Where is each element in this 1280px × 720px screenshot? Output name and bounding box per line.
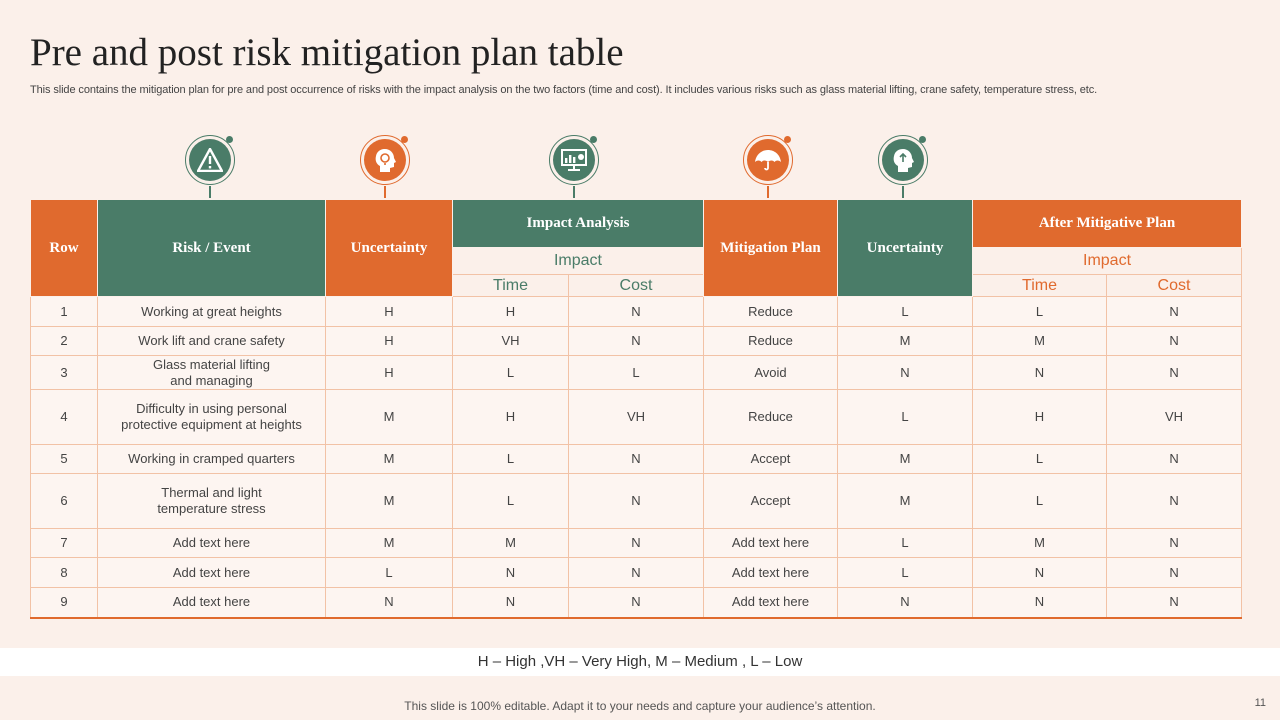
cell-time-post: N — [973, 588, 1107, 618]
cell-cost-post: N — [1107, 356, 1242, 390]
cell-cost-post: N — [1107, 445, 1242, 474]
cell-cost-post: VH — [1107, 390, 1242, 445]
header-after-mitigative-plan: After Mitigative Plan — [973, 200, 1242, 248]
cell-uncertainty-post: L — [838, 529, 973, 558]
umbrella-icon-badge — [741, 133, 799, 200]
cell-cost-post: N — [1107, 529, 1242, 558]
table-row — [31, 390, 1242, 445]
cell-risk-event: Add text here — [98, 529, 326, 558]
cell-uncertainty-post: M — [838, 474, 973, 529]
head-idea-icon-badge — [876, 133, 934, 200]
cell-row-number: 5 — [31, 445, 98, 474]
cell-row-number: 7 — [31, 529, 98, 558]
cell-cost-pre: N — [569, 529, 704, 558]
cell-time-post: L — [973, 445, 1107, 474]
header-cost-post: Cost — [1107, 275, 1242, 297]
cell-uncertainty-pre: H — [326, 327, 453, 356]
cell-uncertainty-pre: L — [326, 558, 453, 588]
cell-mitigation-plan: Accept — [704, 445, 838, 474]
cell-risk-event: Thermal and light temperature stress — [98, 474, 326, 529]
cell-mitigation-plan: Reduce — [704, 327, 838, 356]
header-impact-post: Impact — [973, 248, 1242, 275]
table-row — [31, 558, 1242, 588]
legend: H – High ,VH – Very High, M – Medium , L – Low — [0, 648, 1280, 676]
table-row — [31, 297, 1242, 327]
cell-row-number: 9 — [31, 588, 98, 618]
cell-risk-event: Difficulty in using personal protective equipment at heights — [98, 390, 326, 445]
cell-uncertainty-post: L — [838, 390, 973, 445]
cell-time-pre: M — [453, 529, 569, 558]
cell-cost-pre: N — [569, 474, 704, 529]
cell-uncertainty-pre: H — [326, 297, 453, 327]
table-row — [31, 588, 1242, 618]
header-impact-pre: Impact — [453, 248, 704, 275]
header-time-pre: Time — [453, 275, 569, 297]
head-question-icon — [372, 147, 398, 173]
cell-time-post: N — [973, 356, 1107, 390]
cell-mitigation-plan: Reduce — [704, 390, 838, 445]
cell-uncertainty-pre: M — [326, 529, 453, 558]
footer-note: This slide is 100% editable. Adapt it to your needs and capture your audience’s attention. — [404, 699, 876, 713]
cell-risk-event: Add text here — [98, 558, 326, 588]
table-row — [31, 529, 1242, 558]
cell-cost-pre: L — [569, 356, 704, 390]
cell-risk-event: Glass material lifting and managing — [98, 356, 326, 390]
cell-mitigation-plan: Avoid — [704, 356, 838, 390]
cell-uncertainty-pre: M — [326, 474, 453, 529]
presentation-chart-icon-badge — [547, 133, 605, 200]
cell-time-post: M — [973, 327, 1107, 356]
cell-cost-post: N — [1107, 327, 1242, 356]
table-row — [31, 445, 1242, 474]
cell-time-pre: H — [453, 297, 569, 327]
cell-time-post: L — [973, 474, 1107, 529]
cell-cost-pre: VH — [569, 390, 704, 445]
cell-risk-event: Working in cramped quarters — [98, 445, 326, 474]
table-row — [31, 474, 1242, 529]
cell-risk-event: Working at great heights — [98, 297, 326, 327]
cell-cost-pre: N — [569, 588, 704, 618]
cell-row-number: 8 — [31, 558, 98, 588]
cell-time-post: M — [973, 529, 1107, 558]
cell-row-number: 4 — [31, 390, 98, 445]
warning-icon — [197, 148, 223, 172]
cell-time-post: H — [973, 390, 1107, 445]
head-question-icon-badge — [358, 133, 416, 200]
cell-cost-post: N — [1107, 588, 1242, 618]
cell-time-pre: L — [453, 445, 569, 474]
table-row — [31, 327, 1242, 356]
cell-uncertainty-post: L — [838, 297, 973, 327]
risk-mitigation-table — [30, 199, 1242, 619]
cell-cost-pre: N — [569, 445, 704, 474]
cell-time-post: L — [973, 297, 1107, 327]
umbrella-icon — [754, 148, 782, 172]
header-row: Row — [31, 200, 98, 297]
header-mitigation-plan: Mitigation Plan — [704, 200, 838, 297]
header-impact-analysis: Impact Analysis — [453, 200, 704, 248]
cell-risk-event: Add text here — [98, 588, 326, 618]
cell-uncertainty-post: N — [838, 588, 973, 618]
cell-time-pre: VH — [453, 327, 569, 356]
header-risk-event: Risk / Event — [98, 200, 326, 297]
table-row — [31, 356, 1242, 390]
slide-title: Pre and post risk mitigation plan table — [30, 31, 624, 74]
cell-mitigation-plan: Add text here — [704, 588, 838, 618]
cell-uncertainty-pre: M — [326, 390, 453, 445]
cell-time-post: N — [973, 558, 1107, 588]
warning-icon-badge — [183, 133, 241, 200]
presentation-chart-icon — [560, 147, 588, 173]
cell-cost-pre: N — [569, 327, 704, 356]
header-time-post: Time — [973, 275, 1107, 297]
cell-time-pre: N — [453, 588, 569, 618]
cell-cost-post: N — [1107, 474, 1242, 529]
cell-row-number: 1 — [31, 297, 98, 327]
header-uncertainty-pre: Uncertainty — [326, 200, 453, 297]
header-cost-pre: Cost — [569, 275, 704, 297]
cell-mitigation-plan: Reduce — [704, 297, 838, 327]
cell-row-number: 2 — [31, 327, 98, 356]
cell-uncertainty-post: L — [838, 558, 973, 588]
cell-uncertainty-pre: H — [326, 356, 453, 390]
slide-subtitle: This slide contains the mitigation plan for pre and post occurrence of risks with the impact analysis on the two factors (time and cost). It includes various risks such as glass material lifting, crane safety, temperature stress, etc. — [30, 84, 1098, 96]
cell-time-pre: L — [453, 356, 569, 390]
cell-risk-event: Work lift and crane safety — [98, 327, 326, 356]
cell-cost-pre: N — [569, 297, 704, 327]
cell-row-number: 3 — [31, 356, 98, 390]
cell-uncertainty-post: N — [838, 356, 973, 390]
cell-cost-post: N — [1107, 297, 1242, 327]
cell-mitigation-plan: Add text here — [704, 558, 838, 588]
cell-mitigation-plan: Add text here — [704, 529, 838, 558]
cell-mitigation-plan: Accept — [704, 474, 838, 529]
cell-time-pre: N — [453, 558, 569, 588]
cell-uncertainty-pre: M — [326, 445, 453, 474]
page-number: 11 — [1254, 697, 1266, 709]
head-idea-icon — [890, 147, 916, 173]
cell-time-pre: H — [453, 390, 569, 445]
cell-cost-pre: N — [569, 558, 704, 588]
cell-time-pre: L — [453, 474, 569, 529]
cell-row-number: 6 — [31, 474, 98, 529]
cell-uncertainty-post: M — [838, 445, 973, 474]
cell-uncertainty-post: M — [838, 327, 973, 356]
cell-uncertainty-pre: N — [326, 588, 453, 618]
header-uncertainty-post: Uncertainty — [838, 200, 973, 297]
table-body — [31, 297, 1242, 618]
cell-cost-post: N — [1107, 558, 1242, 588]
